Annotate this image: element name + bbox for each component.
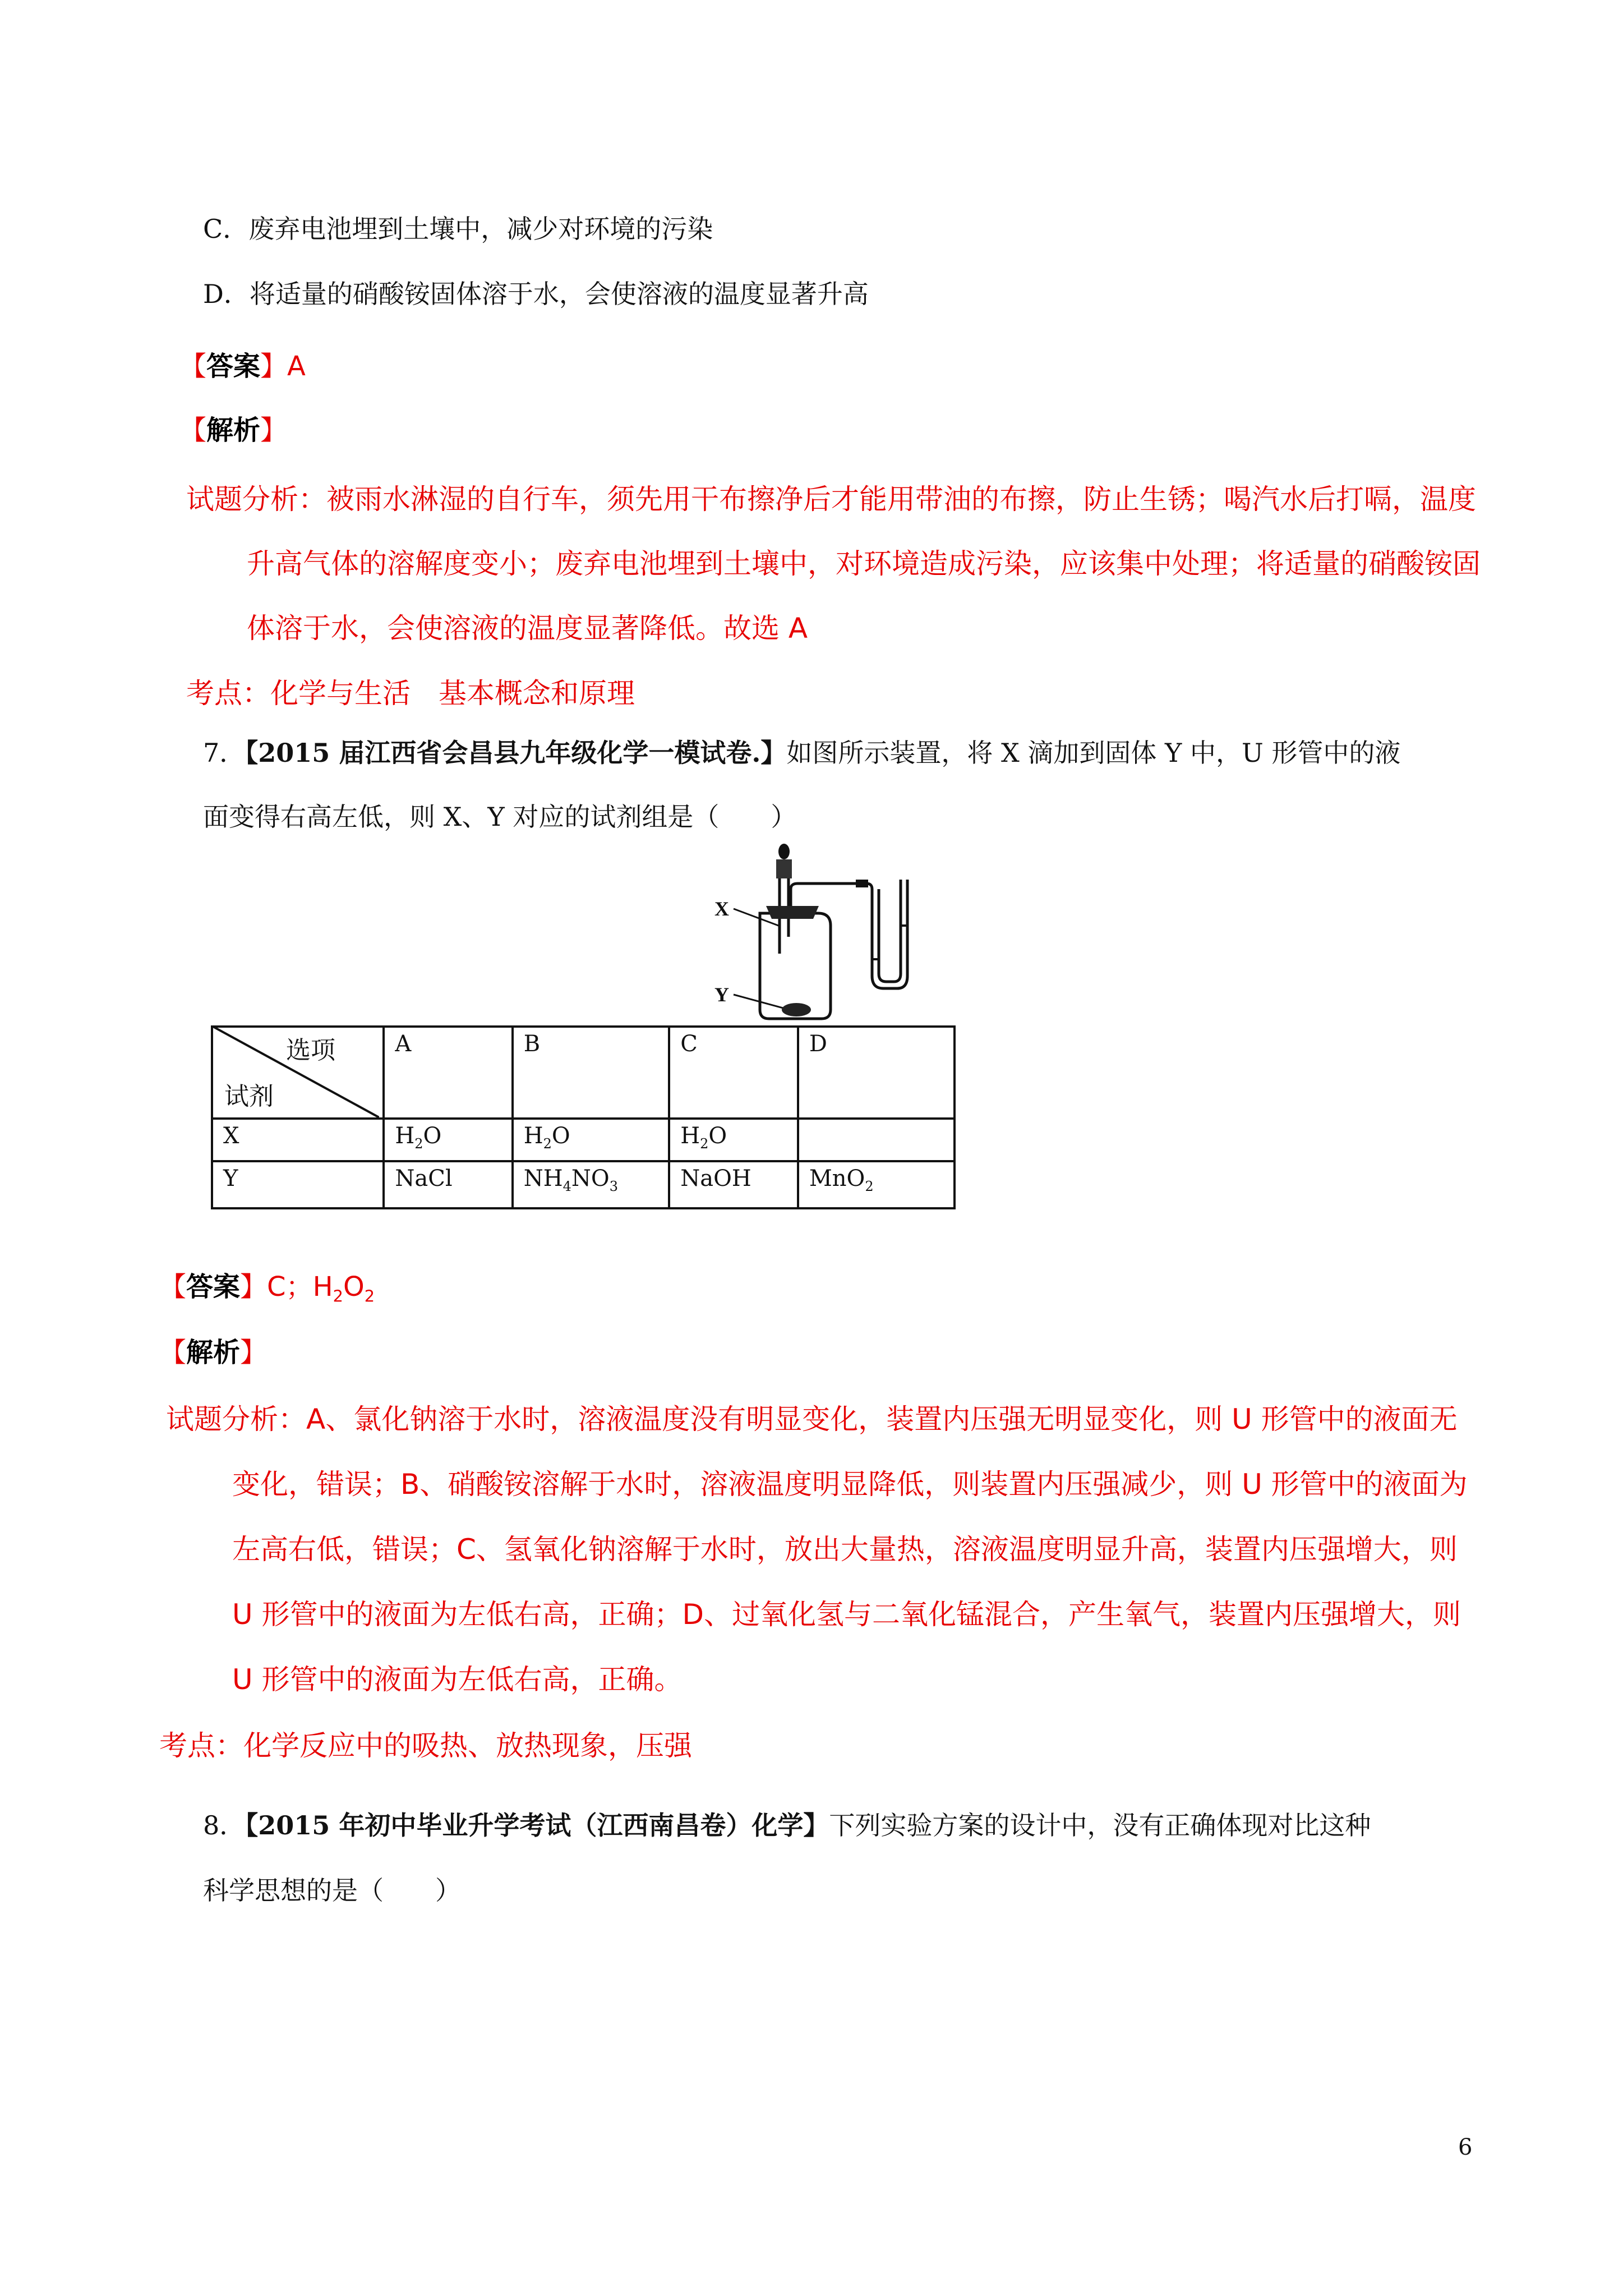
option-d: D．将适量的硝酸铵固体溶于水，会使溶液的温度显著升高 xyxy=(203,279,869,309)
table-cell: MnO$_2$ xyxy=(798,1161,955,1208)
bottle-outline xyxy=(760,913,831,1019)
q8-number: 8． xyxy=(203,1810,246,1841)
analysis-line: 试题分析：被雨水淋湿的自行车，须先用干布擦净后才能用带油的布擦，防止生锈；喝汽水后打嗝，温度 xyxy=(186,483,1476,516)
col-header: D xyxy=(798,1027,955,1119)
q6-analysis-heading: 【解析】 xyxy=(179,415,288,446)
option-c: C．废弃电池埋到土壤中，减少对环境的污染 xyxy=(203,214,713,244)
kaodian: 考点：化学与生活 基本概念和原理 xyxy=(186,677,635,710)
table-cell: $H_2O$ xyxy=(669,1119,798,1161)
analysis-line: 升高气体的溶解度变小；废弃电池埋到土壤中，对环境造成污染，应该集中处理；将适量的硝酸铵固 xyxy=(247,547,1481,580)
q7-stem-line1 xyxy=(203,733,1400,770)
stopper xyxy=(766,906,819,919)
page-number: 6 xyxy=(1458,2134,1473,2160)
table-cell: NaCl xyxy=(384,1161,512,1208)
q8-source: 【2015 年初中毕业升学考试（江西南昌卷）化学】 xyxy=(245,1810,829,1841)
analysis-line: 体溶于水，会使溶液的温度显著降低。故选 A xyxy=(247,612,808,645)
funnel-bulb xyxy=(778,844,790,859)
diagonal-header-cell xyxy=(212,1027,384,1119)
table-cell: $H_2O$ xyxy=(384,1119,512,1161)
q8-stem-line2: 科学思想的是（ ） xyxy=(203,1875,461,1906)
analysis-line: U 形管中的液面为左低右高，正确。 xyxy=(232,1663,683,1696)
col-header: A xyxy=(384,1027,512,1119)
answer-label: 答案 xyxy=(186,1271,241,1303)
col-header: C xyxy=(669,1027,798,1119)
q7-stem-line2: 面变得右高左低，则 X、Y 对应的试剂组是（ ） xyxy=(203,802,797,832)
label-x: X xyxy=(714,898,729,920)
header-bottom: 试剂 xyxy=(224,1082,274,1111)
q7-analysis-heading: 【解析】 xyxy=(159,1337,268,1368)
table-cell: $NH_4NO_3$ xyxy=(513,1161,670,1208)
answer-value: A xyxy=(287,351,306,382)
analysis-line: 变化，错误；B、硝酸铵溶解于水时，溶液温度明显降低，则装置内压强减少，则 U 形管中的液面为 xyxy=(232,1468,1468,1501)
analysis-label: 解析 xyxy=(206,415,261,446)
q7-source: 【2015 届江西省会昌县九年级化学一模试卷.】 xyxy=(245,738,787,768)
analysis-line: 试题分析：A、氯化钠溶于水时，溶液温度没有明显变化，装置内压强无明显变化，则 U 形管中的液面无 xyxy=(166,1403,1458,1435)
q7-stem: 如图所示装置，将 X 滴加到固体 Y 中，U 形管中的液 xyxy=(786,738,1401,768)
row-label: X xyxy=(212,1119,384,1161)
apparatus-figure xyxy=(707,841,931,1027)
analysis-label: 解析 xyxy=(186,1337,241,1368)
table-cell: NaOH xyxy=(669,1161,798,1208)
header-top: 选项 xyxy=(286,1036,335,1065)
col-header: B xyxy=(513,1027,670,1119)
table-row xyxy=(212,1027,955,1119)
options-table xyxy=(211,1025,956,1209)
answer-label: 答案 xyxy=(206,351,261,382)
q8-stem: 下列实验方案的设计中，没有正确体现对比这种 xyxy=(829,1810,1371,1841)
row-label: Y xyxy=(212,1161,384,1208)
q6-answer: 【答案】A xyxy=(179,351,306,382)
q7-number: 7． xyxy=(203,738,246,768)
delivery-tube xyxy=(791,884,861,909)
label-y: Y xyxy=(714,983,729,1006)
kaodian: 考点：化学反应中的吸热、放热现象，压强 xyxy=(159,1729,692,1762)
q7-answer: 【答案】C；$H_2O_2$ xyxy=(159,1271,375,1306)
table-cell: $H_2O$ xyxy=(513,1119,670,1161)
q8-stem-line1 xyxy=(203,1805,1371,1842)
table-cell xyxy=(798,1119,955,1161)
table-row xyxy=(212,1161,955,1208)
table-row xyxy=(212,1119,955,1161)
analysis-line: 左高右低，错误；C、氢氧化钠溶解于水时，放出大量热，溶液温度明显升高，装置内压强增大，则 xyxy=(232,1533,1458,1566)
analysis-line: U 形管中的液面为左低右高，正确；D、过氧化氢与二氧化锰混合，产生氧气，装置内压强增大，则 xyxy=(232,1598,1461,1631)
solid-y xyxy=(782,1003,811,1016)
funnel-tap xyxy=(776,859,792,878)
